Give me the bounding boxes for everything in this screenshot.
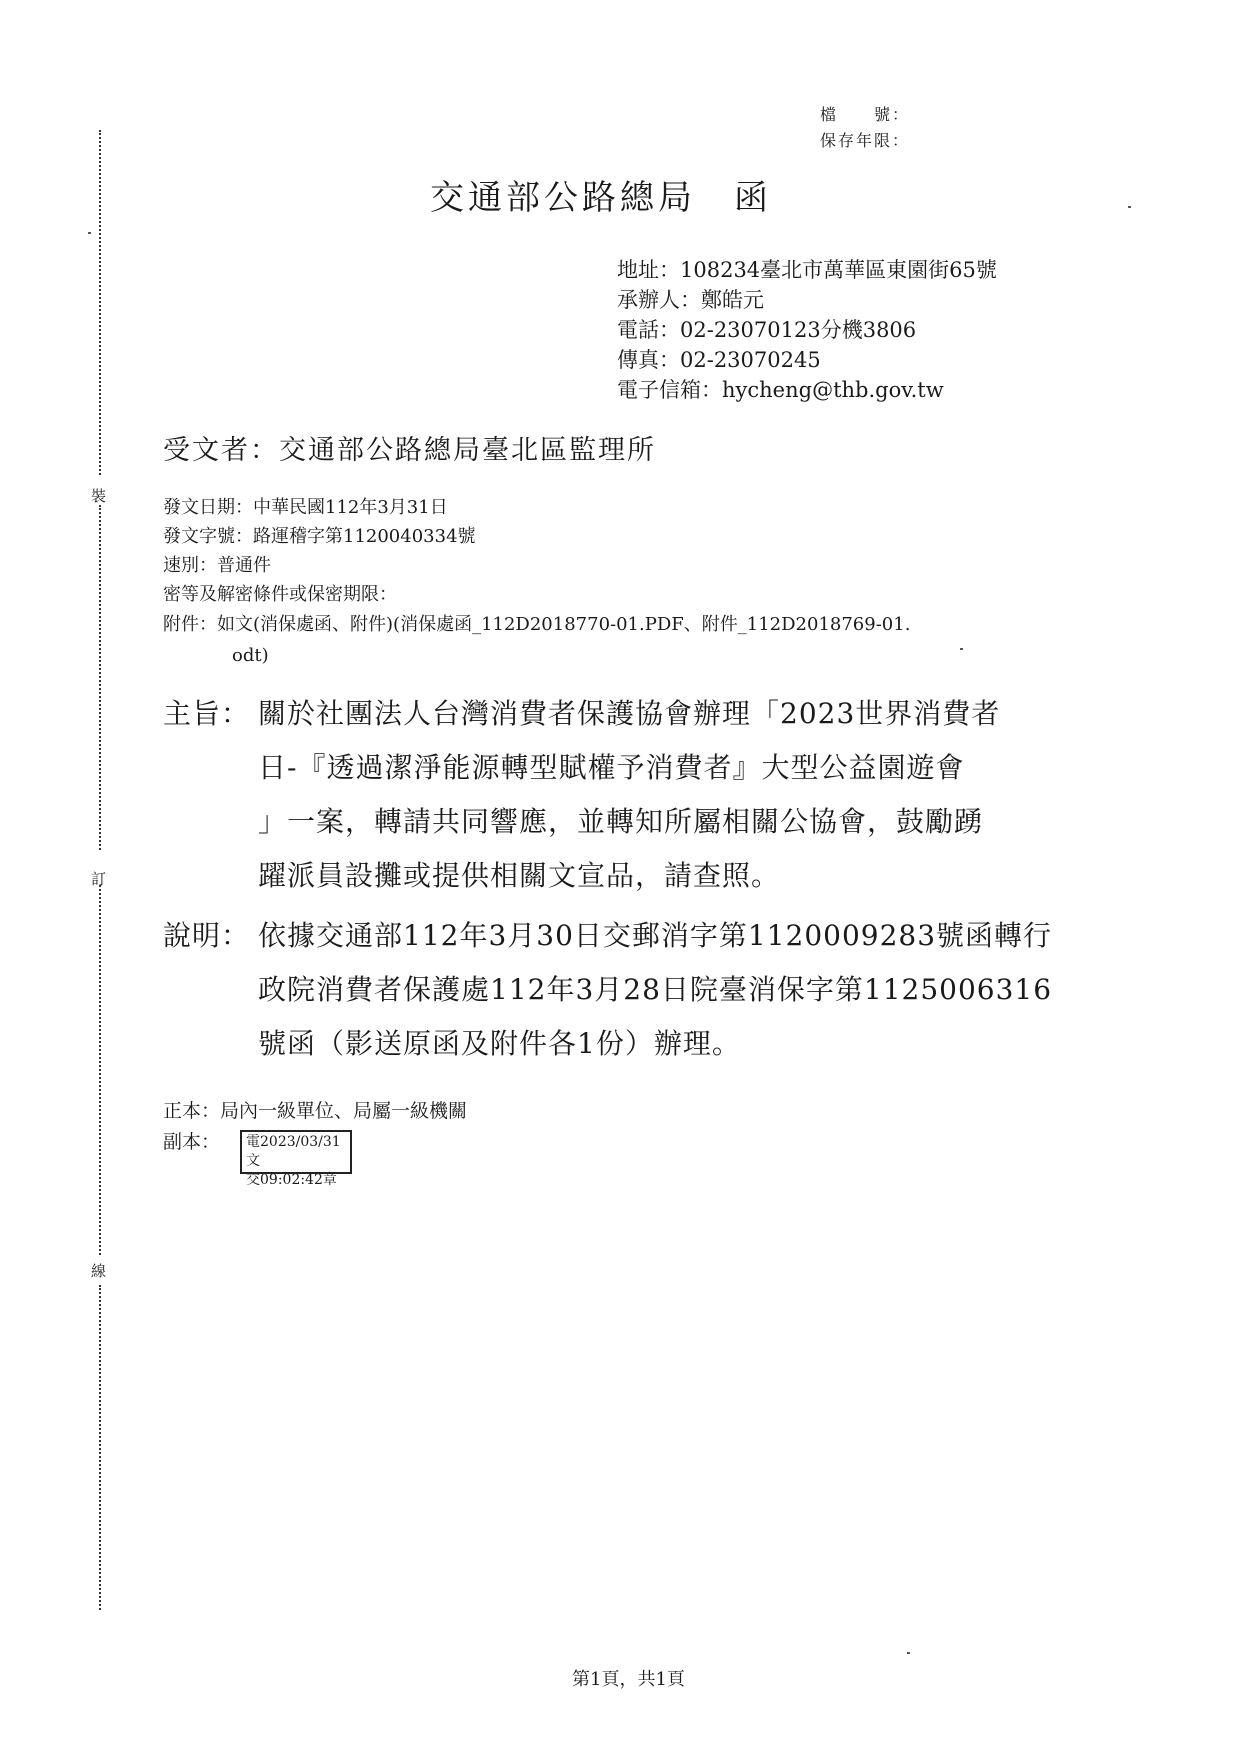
scan-speck <box>88 232 91 234</box>
retention-label: 保存年限： <box>820 131 911 150</box>
binding-line-mid <box>99 505 101 850</box>
subject-line: 」一案，轉請共同響應，並轉知所屬相關公協會，鼓勵踴 <box>258 805 984 838</box>
contact-fax: 傳真：02-23070245 <box>617 348 821 372</box>
subject-line: 日-『透過潔淨能源轉型賦權予消費者』大型公益園遊會 <box>258 751 965 784</box>
issue-date: 發文日期：中華民國112年3月31日 <box>163 497 448 518</box>
document-number: 發文字號：路運稽字第1120040334號 <box>163 526 476 547</box>
scan-speck <box>907 1652 910 1654</box>
explanation-line: 政院消費者保護處112年3月28日院臺消保字第1125006316 <box>258 973 1053 1006</box>
scan-speck <box>1128 206 1131 208</box>
binding-line-top <box>99 130 101 475</box>
document-title: 交通部公路總局 函 <box>430 178 772 218</box>
secrecy-level: 密等及解密條件或保密期限： <box>163 584 397 605</box>
explanation-label: 說明： <box>163 919 251 952</box>
duplicate-recipients-label: 副本： <box>163 1131 221 1153</box>
electronic-stamp <box>240 1130 352 1188</box>
attachment-line-1: 附件：如文(消保處函、附件)(消保處函_112D2018770-01.PDF、附件_112D2018769-01. <box>163 614 911 635</box>
explanation-line: 號函（影送原函及附件各1份）辦理。 <box>258 1027 741 1060</box>
binding-mark-xian: 線 <box>91 1262 107 1280</box>
stamp-line-2: 交09:02:42章 <box>246 1172 337 1188</box>
recipient: 受文者：交通部公路總局臺北區監理所 <box>163 435 656 466</box>
binding-mark-ding: 訂 <box>91 870 107 888</box>
attachment-line-2: odt) <box>232 645 269 666</box>
subject-label: 主旨： <box>163 697 251 730</box>
contact-handler: 承辦人：鄭皓元 <box>617 288 764 312</box>
stamp-line-1: 電2023/03/31文 <box>246 1134 341 1169</box>
speed-class: 速別：普通件 <box>163 555 271 576</box>
contact-address: 地址：108234臺北市萬華區東園街65號 <box>617 258 997 282</box>
binding-line-bottom <box>99 1285 101 1610</box>
original-recipients: 正本：局內一級單位、局屬一級機關 <box>163 1100 468 1122</box>
binding-mark-zhuang: 裝 <box>91 487 107 505</box>
page-number: 第1頁，共1頁 <box>572 1669 685 1690</box>
scan-speck <box>960 648 963 650</box>
contact-phone: 電話：02-23070123分機3806 <box>617 318 917 342</box>
explanation-line: 依據交通部112年3月30日交郵消字第1120009283號函轉行 <box>258 919 1053 952</box>
contact-email: 電子信箱：hycheng@thb.gov.tw <box>617 378 944 402</box>
binding-line-lower <box>99 885 101 1255</box>
file-number-label: 檔 號： <box>820 105 911 124</box>
subject-line: 關於社團法人台灣消費者保護協會辦理「2023世界消費者 <box>258 697 1001 730</box>
subject-line: 躍派員設攤或提供相關文宣品，請查照。 <box>258 859 781 892</box>
